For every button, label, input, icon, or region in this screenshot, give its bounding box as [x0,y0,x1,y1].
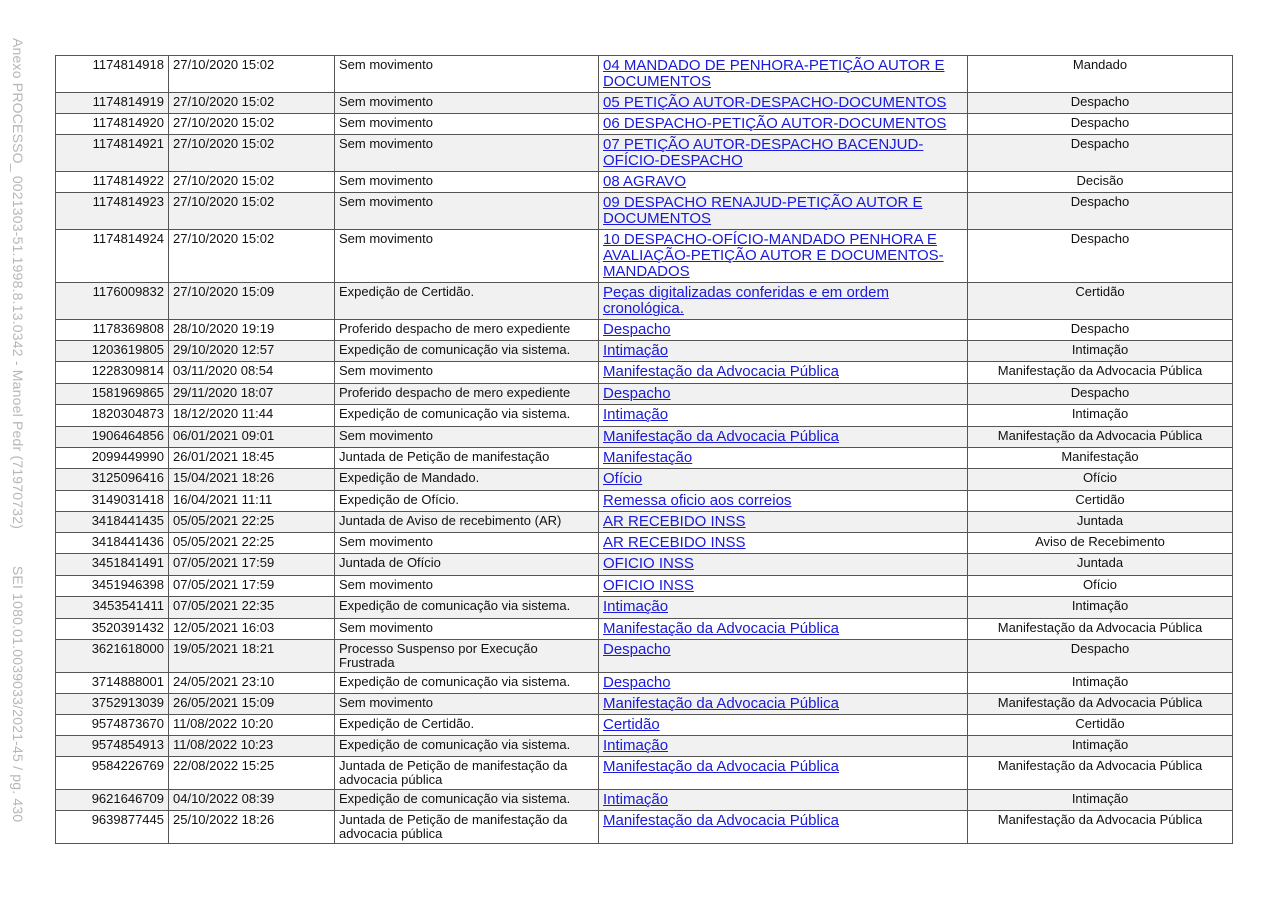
cell-id: 3451946398 [56,576,169,597]
cell-document [599,790,968,811]
cell-datetime: 05/05/2021 22:25 [169,533,335,554]
document-link[interactable]: Manifestação da Advocacia Pública [603,620,839,637]
cell-datetime: 27/10/2020 15:02 [169,93,335,114]
cell-datetime: 07/05/2021 22:35 [169,597,335,619]
cell-id: 9639877445 [56,811,169,844]
cell-movement: Proferido despacho de mero expediente [335,320,599,341]
cell-document [599,172,968,193]
cell-movement: Sem movimento [335,576,599,597]
cell-datetime: 11/08/2022 10:20 [169,715,335,736]
cell-id: 3451841491 [56,554,169,576]
cell-datetime: 07/05/2021 17:59 [169,576,335,597]
document-link[interactable]: 08 AGRAVO [603,173,687,190]
document-link[interactable]: 05 PETIÇÃO AUTOR-DESPACHO-DOCUMENTOS [603,94,947,111]
cell-id: 3714888001 [56,673,169,694]
cell-document [599,619,968,640]
document-link[interactable]: Intimação [603,342,669,359]
table-row [56,554,1233,576]
table-row [56,114,1233,135]
cell-type: Despacho [968,93,1233,114]
cell-type: Despacho [968,384,1233,405]
cell-type: Manifestação da Advocacia Pública [968,619,1233,640]
cell-type: Intimação [968,341,1233,362]
table-row [56,427,1233,448]
cell-id: 3520391432 [56,619,169,640]
cell-id: 3418441436 [56,533,169,554]
cell-id: 1174814920 [56,114,169,135]
cell-id: 3125096416 [56,469,169,491]
document-link[interactable]: Manifestação da Advocacia Pública [603,695,839,712]
table-row [56,715,1233,736]
table-row [56,491,1233,512]
cell-movement: Expedição de comunicação via sistema. [335,736,599,757]
cell-type: Intimação [968,790,1233,811]
cell-type: Despacho [968,193,1233,230]
cell-movement: Expedição de Ofício. [335,491,599,512]
cell-document [599,715,968,736]
cell-id: 3752913039 [56,694,169,715]
cell-datetime: 07/05/2021 17:59 [169,554,335,576]
cell-id: 1906464856 [56,427,169,448]
table-row [56,230,1233,283]
cell-datetime: 26/05/2021 15:09 [169,694,335,715]
document-link[interactable]: Intimação [603,791,669,808]
cell-document [599,694,968,715]
cell-id: 1174814924 [56,230,169,283]
table-row [56,341,1233,362]
cell-movement: Sem movimento [335,362,599,384]
document-link[interactable]: OFICIO INSS [603,555,694,572]
table-row [56,384,1233,405]
cell-id: 3149031418 [56,491,169,512]
cell-id: 1174814918 [56,56,169,93]
cell-type: Despacho [968,114,1233,135]
cell-id: 1178369808 [56,320,169,341]
cell-id: 1174814923 [56,193,169,230]
document-link[interactable]: Ofício [603,470,643,487]
cell-document [599,640,968,673]
cell-movement: Expedição de comunicação via sistema. [335,597,599,619]
cell-movement: Sem movimento [335,230,599,283]
document-link[interactable]: Manifestação da Advocacia Pública [603,428,839,445]
document-link[interactable]: 10 DESPACHO-OFÍCIO-MANDADO PENHORA E AVALIAÇÃO-PETIÇÃO AUTOR E DOCUMENTOS-MANDADOS [603,231,944,280]
cell-document [599,469,968,491]
cell-document [599,533,968,554]
cell-document [599,597,968,619]
side-stamp: Anexo PROCESSO_ 0021303-51.1998.8.13.0342 - Manoel Pedr (71970732) SEI 1080.01.0039033/2021-45 / pg. 430 [10,38,26,823]
cell-type: Ofício [968,576,1233,597]
cell-id: 9574873670 [56,715,169,736]
cell-movement: Sem movimento [335,533,599,554]
cell-movement: Sem movimento [335,135,599,172]
cell-id: 1174814921 [56,135,169,172]
cell-movement: Sem movimento [335,93,599,114]
cell-datetime: 15/04/2021 18:26 [169,469,335,491]
cell-type: Certidão [968,283,1233,320]
cell-type: Intimação [968,405,1233,427]
cell-movement: Sem movimento [335,427,599,448]
cell-type: Juntada [968,554,1233,576]
cell-datetime: 26/01/2021 18:45 [169,448,335,469]
cell-datetime: 06/01/2021 09:01 [169,427,335,448]
cell-document [599,56,968,93]
cell-datetime: 25/10/2022 18:26 [169,811,335,844]
cell-type: Intimação [968,597,1233,619]
cell-datetime: 22/08/2022 15:25 [169,757,335,790]
cell-document [599,448,968,469]
document-link[interactable]: Despacho [603,385,671,402]
cell-type: Juntada [968,512,1233,533]
document-link[interactable]: Remessa oficio aos correios [603,492,792,509]
cell-id: 3453541411 [56,597,169,619]
movements-table-body [56,56,1233,844]
cell-type: Despacho [968,135,1233,172]
cell-movement: Sem movimento [335,193,599,230]
cell-document [599,491,968,512]
document-link[interactable]: AR RECEBIDO INSS [603,534,746,551]
cell-movement: Sem movimento [335,619,599,640]
table-row [56,193,1233,230]
cell-datetime: 11/08/2022 10:23 [169,736,335,757]
cell-datetime: 27/10/2020 15:02 [169,56,335,93]
cell-movement: Sem movimento [335,172,599,193]
cell-document [599,811,968,844]
table-row [56,694,1233,715]
cell-datetime: 27/10/2020 15:09 [169,283,335,320]
cell-movement: Juntada de Petição de manifestação da advocacia pública [335,811,599,844]
table-row [56,736,1233,757]
cell-document [599,576,968,597]
table-row [56,135,1233,172]
cell-datetime: 19/05/2021 18:21 [169,640,335,673]
cell-datetime: 28/10/2020 19:19 [169,320,335,341]
cell-document [599,193,968,230]
cell-movement: Expedição de Mandado. [335,469,599,491]
cell-id: 2099449990 [56,448,169,469]
cell-datetime: 04/10/2022 08:39 [169,790,335,811]
cell-document [599,93,968,114]
cell-movement: Expedição de Certidão. [335,715,599,736]
document-link[interactable]: Manifestação da Advocacia Pública [603,758,839,775]
table-row [56,362,1233,384]
cell-datetime: 16/04/2021 11:11 [169,491,335,512]
cell-movement: Expedição de comunicação via sistema. [335,405,599,427]
cell-document [599,114,968,135]
cell-document [599,673,968,694]
cell-datetime: 12/05/2021 16:03 [169,619,335,640]
cell-movement: Juntada de Petição de manifestação da advocacia pública [335,757,599,790]
cell-type: Manifestação da Advocacia Pública [968,757,1233,790]
cell-type: Manifestação da Advocacia Pública [968,427,1233,448]
cell-datetime: 27/10/2020 15:02 [169,172,335,193]
cell-document [599,341,968,362]
cell-document [599,405,968,427]
cell-movement: Expedição de Certidão. [335,283,599,320]
cell-type: Certidão [968,491,1233,512]
cell-type: Despacho [968,640,1233,673]
cell-id: 1581969865 [56,384,169,405]
cell-id: 9584226769 [56,757,169,790]
document-link[interactable]: Manifestação da Advocacia Pública [603,363,839,380]
table-row [56,757,1233,790]
table-row [56,283,1233,320]
cell-document [599,757,968,790]
cell-type: Manifestação da Advocacia Pública [968,694,1233,715]
cell-id: 1228309814 [56,362,169,384]
document-link[interactable]: Manifestação [603,449,693,466]
table-row [56,640,1233,673]
cell-type: Manifestação [968,448,1233,469]
document-link[interactable]: Intimação [603,737,669,754]
cell-id: 9574854913 [56,736,169,757]
document-link[interactable]: Despacho [603,641,671,658]
table-row [56,320,1233,341]
table-row [56,448,1233,469]
cell-movement: Expedição de comunicação via sistema. [335,341,599,362]
document-link[interactable]: Peças digitalizadas conferidas e em ordem cronológica. [603,284,889,317]
cell-type: Decisão [968,172,1233,193]
cell-type: Ofício [968,469,1233,491]
cell-datetime: 27/10/2020 15:02 [169,135,335,172]
cell-datetime: 05/05/2021 22:25 [169,512,335,533]
cell-type: Intimação [968,673,1233,694]
document-link[interactable]: Intimação [603,406,669,423]
cell-datetime: 27/10/2020 15:02 [169,193,335,230]
cell-datetime: 24/05/2021 23:10 [169,673,335,694]
cell-movement: Juntada de Aviso de recebimento (AR) [335,512,599,533]
cell-datetime: 03/11/2020 08:54 [169,362,335,384]
table-row [56,673,1233,694]
document-link[interactable]: 04 MANDADO DE PENHORA-PETIÇÃO AUTOR E DOCUMENTOS [603,57,945,90]
document-link[interactable]: 06 DESPACHO-PETIÇÃO AUTOR-DOCUMENTOS [603,115,947,132]
cell-datetime: 18/12/2020 11:44 [169,405,335,427]
cell-id: 1203619805 [56,341,169,362]
table-row [56,790,1233,811]
cell-type: Despacho [968,320,1233,341]
cell-movement: Processo Suspenso por Execução Frustrada [335,640,599,673]
table-row [56,405,1233,427]
cell-type: Manifestação da Advocacia Pública [968,811,1233,844]
movements-table [55,55,1233,844]
cell-type: Intimação [968,736,1233,757]
document-link[interactable]: 09 DESPACHO RENAJUD-PETIÇÃO AUTOR E DOCUMENTOS [603,194,923,227]
cell-movement: Expedição de comunicação via sistema. [335,673,599,694]
document-link[interactable]: Despacho [603,674,671,691]
cell-document [599,736,968,757]
cell-movement: Proferido despacho de mero expediente [335,384,599,405]
cell-id: 1176009832 [56,283,169,320]
cell-datetime: 27/10/2020 15:02 [169,230,335,283]
document-link[interactable]: 07 PETIÇÃO AUTOR-DESPACHO BACENJUD-OFÍCIO-DESPACHO [603,136,924,169]
table-row [56,469,1233,491]
document-link[interactable]: AR RECEBIDO INSS [603,513,746,530]
cell-document [599,554,968,576]
cell-datetime: 29/10/2020 12:57 [169,341,335,362]
cell-id: 9621646709 [56,790,169,811]
cell-document [599,384,968,405]
cell-movement: Juntada de Petição de manifestação [335,448,599,469]
cell-document [599,320,968,341]
cell-id: 3621618000 [56,640,169,673]
table-row [56,93,1233,114]
cell-movement: Sem movimento [335,114,599,135]
cell-document [599,135,968,172]
cell-type: Despacho [968,230,1233,283]
cell-document [599,283,968,320]
table-row [56,576,1233,597]
cell-type: Manifestação da Advocacia Pública [968,362,1233,384]
cell-id: 3418441435 [56,512,169,533]
document-link[interactable]: Despacho [603,321,671,338]
cell-datetime: 27/10/2020 15:02 [169,114,335,135]
cell-id: 1820304873 [56,405,169,427]
cell-id: 1174814922 [56,172,169,193]
cell-document [599,427,968,448]
cell-type: Mandado [968,56,1233,93]
table-row [56,172,1233,193]
cell-movement: Sem movimento [335,694,599,715]
cell-document [599,230,968,283]
cell-document [599,362,968,384]
cell-movement: Expedição de comunicação via sistema. [335,790,599,811]
document-link[interactable]: OFICIO INSS [603,577,694,594]
cell-movement: Sem movimento [335,56,599,93]
table-row [56,533,1233,554]
document-link[interactable]: Intimação [603,598,669,615]
cell-type: Aviso de Recebimento [968,533,1233,554]
table-row [56,597,1233,619]
document-link[interactable]: Manifestação da Advocacia Pública [603,812,839,829]
document-link[interactable]: Certidão [603,716,660,733]
table-row [56,56,1233,93]
table-row [56,512,1233,533]
cell-movement: Juntada de Ofício [335,554,599,576]
table-row [56,619,1233,640]
cell-id: 1174814919 [56,93,169,114]
cell-document [599,512,968,533]
table-row [56,811,1233,844]
cell-datetime: 29/11/2020 18:07 [169,384,335,405]
cell-type: Certidão [968,715,1233,736]
